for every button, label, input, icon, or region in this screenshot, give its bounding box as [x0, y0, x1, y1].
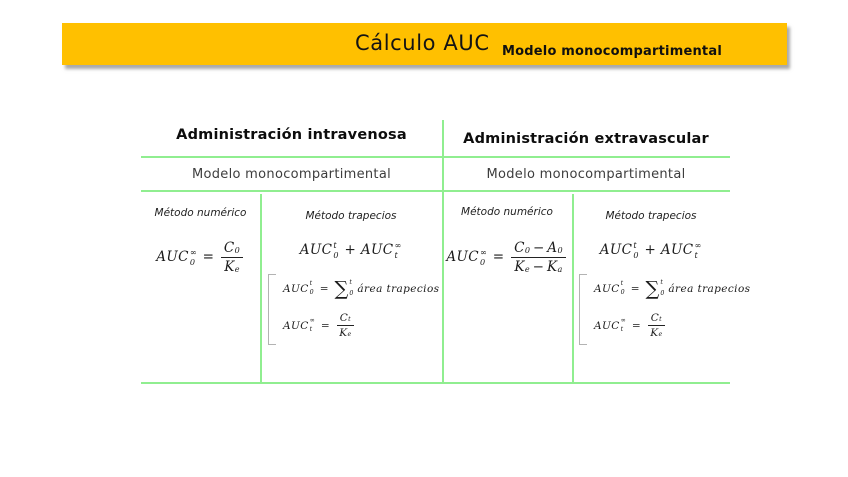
label-numeric-method-left: Método numérico [154, 207, 247, 219]
formula-trapezoid-sum-right: AUC t 0 + AUC ∞ t [599, 239, 702, 260]
slide-title: Cálculo AUC [355, 31, 490, 55]
model-row-left: Modelo monocompartimental [191, 167, 392, 182]
formula-auc-t-inf-left: AUC ∞ t = C t K e [283, 312, 439, 339]
label-trapezoid-method-right: Método trapecios [605, 210, 697, 222]
left-bracket [579, 274, 587, 345]
formula-auc-t-inf-right: AUC ∞ t = C t K e [594, 312, 750, 339]
header-extravascular: Administración extravascular [463, 131, 709, 147]
label-trapezoid-method-left: Método trapecios [305, 210, 397, 222]
title-banner [62, 23, 787, 65]
left-bracket [268, 274, 276, 345]
slide-subtitle: Modelo monocompartimental [502, 44, 722, 59]
table-border-bottom [141, 382, 730, 384]
bracket-formula-list-right [594, 274, 750, 345]
trapezoid-detail-left [268, 274, 439, 345]
header-intravenous: Administración intravenosa [176, 127, 407, 143]
model-row-right: Modelo monocompartimental [486, 167, 686, 182]
formula-numeric-left: AUC ∞ 0 = C 0 K e [141, 236, 260, 278]
table-divider-left-methods [260, 194, 262, 382]
bracket-formula-list-left [283, 274, 439, 345]
table-border-under-model-row [141, 190, 730, 192]
formula-trapezoid-sum-left: AUC t 0 + AUC ∞ t [299, 239, 402, 260]
formula-numeric-right: AUC ∞ 0 = C 0 − A 0 K e − K a [442, 234, 572, 280]
table-border-under-header [141, 156, 730, 158]
trapezoid-detail-right [579, 274, 750, 345]
table-divider-right-methods [572, 194, 574, 382]
formula-auc-0t-sum-right: AUC t 0 = ∑ t 0 área trapecios [594, 276, 751, 300]
formula-auc-0t-sum-left: AUC t 0 = ∑ t 0 área trapecios [283, 276, 440, 300]
label-numeric-method-right: Método numérico [461, 206, 553, 218]
